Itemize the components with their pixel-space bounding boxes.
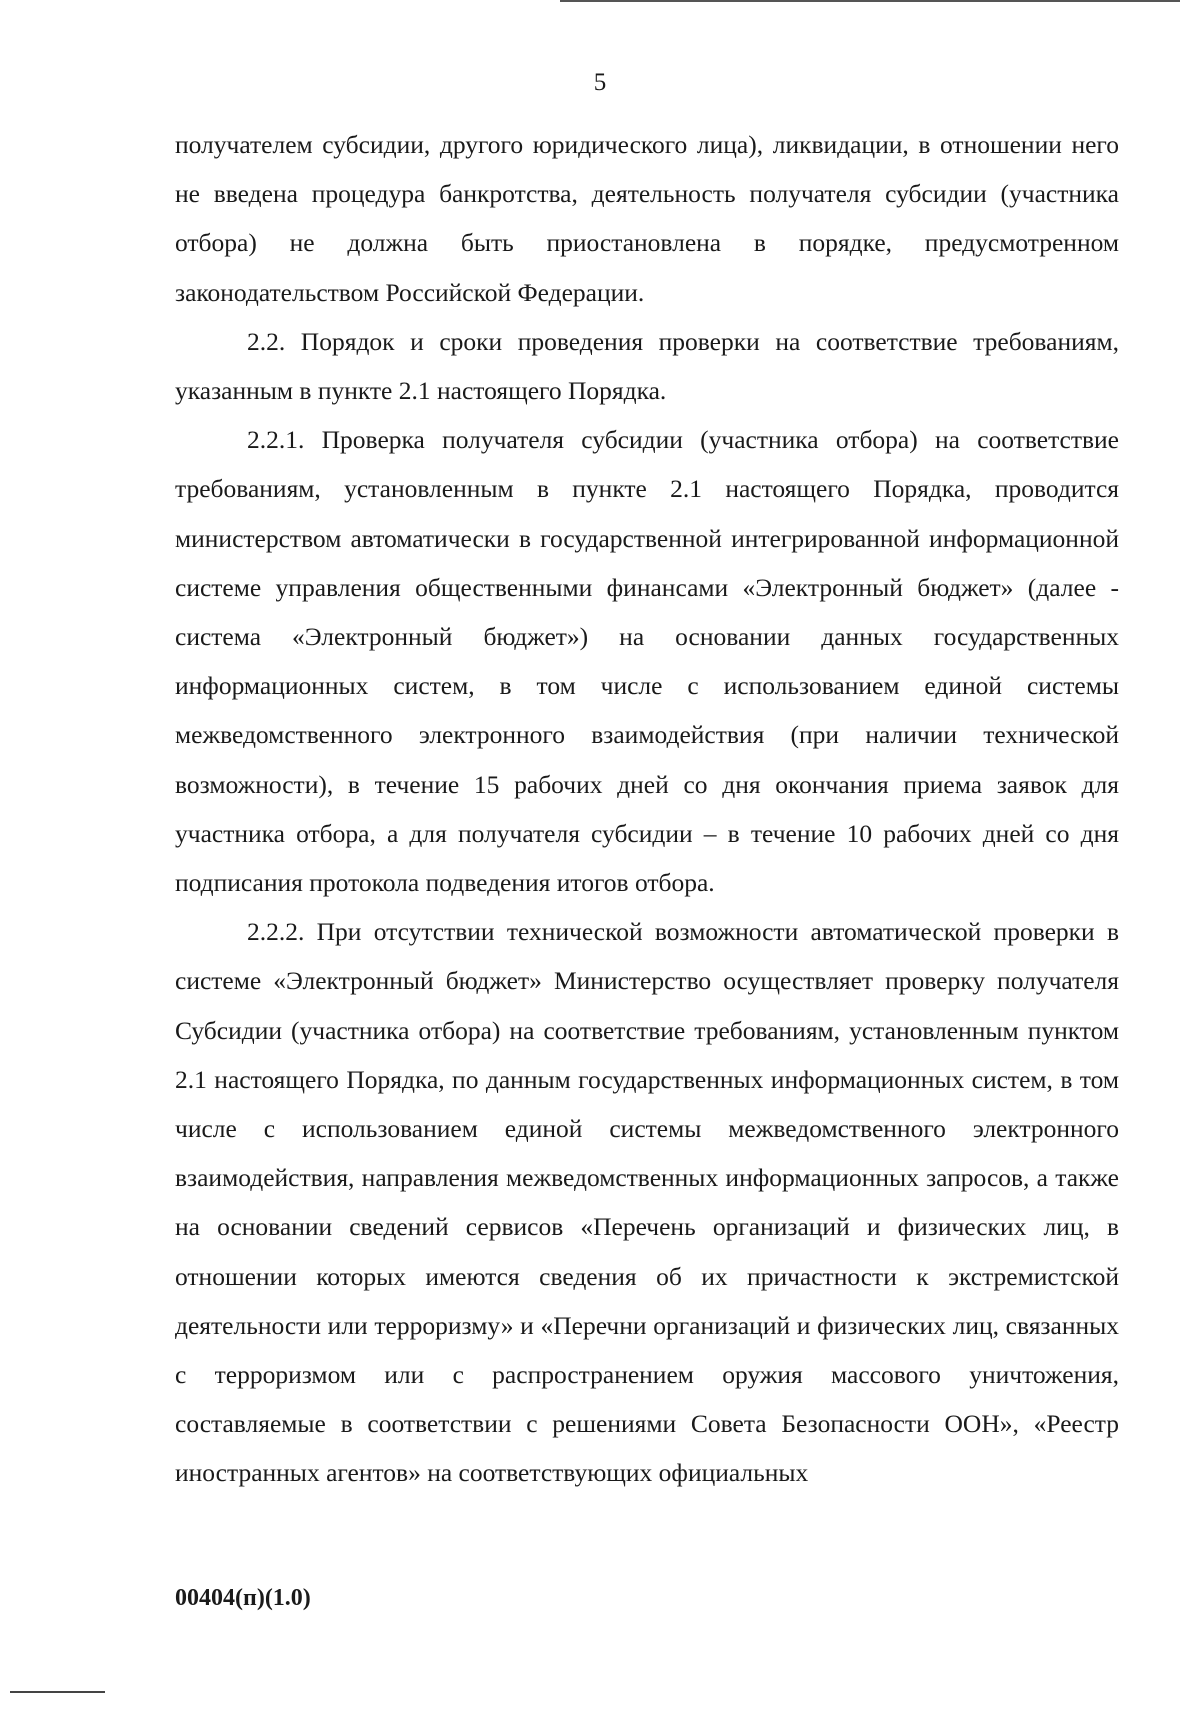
scan-edge-bottom — [10, 1691, 105, 1693]
paragraph-2-2-1: 2.2.1. Проверка получателя субсидии (участника отбора) на соответствие требованиям, установленным в пункте 2.1 настоящего Порядка, проводится министерством автоматически в государственной интегрированной информационной системе управления общественными финансами «Электронный бюджет» (далее - система «Электронный бюджет») на основании данных государственных информационных систем, в том числе с использованием единой системы межведомственного электронного взаимодействия (при наличии технической возможности), в течение 15 рабочих дней со дня окончания приема заявок для участника отбора, а для получателя субсидии – в течение 10 рабочих дней со дня подписания протокола подведения итогов отбора. — [175, 425, 1119, 898]
document-code: 00404(п)(1.0) — [175, 1585, 311, 1611]
page-number: 5 — [593, 69, 607, 96]
paragraph-2-2-2: 2.2.2. При отсутствии технической возможности автоматической проверки в системе «Электронный бюджет» Министерство осуществляет проверку получателя Субсидии (участника отбора) на соответствие требованиям, установленным пунктом 2.1 настоящего Порядка, по данным государственных информационных систем, в том числе с использованием единой системы межведомственного электронного взаимодействия, направления межведомственных информационных запросов, а также на основании сведений сервисов «Перечень организаций и физических лиц, в отношении которых имеются сведения об их причастности к экстремистской деятельности или терроризму» и «Перечни организаций и физических лиц, связанных с терроризмом или с распространением оружия массового уничтожения, составляемые в соответствии с решениями Совета Безопасности ООН», «Реестр иностранных агентов» на соответствующих официальных — [175, 917, 1119, 1488]
document-body — [175, 120, 1119, 1498]
paragraph-2-2: 2.2. Порядок и сроки проведения проверки на соответствие требованиям, указанным в пункте 2.1 настоящего Порядка. — [175, 326, 1119, 406]
scan-edge-top — [560, 0, 1180, 2]
paragraph-continuation: получателем субсидии, другого юридического лица), ликвидации, в отношении него не введена процедура банкротства, деятельность получателя субсидии (участника отбора) не должна быть приостановлена в порядке, предусмотренном законодательством Российской Федерации. — [175, 130, 1119, 307]
